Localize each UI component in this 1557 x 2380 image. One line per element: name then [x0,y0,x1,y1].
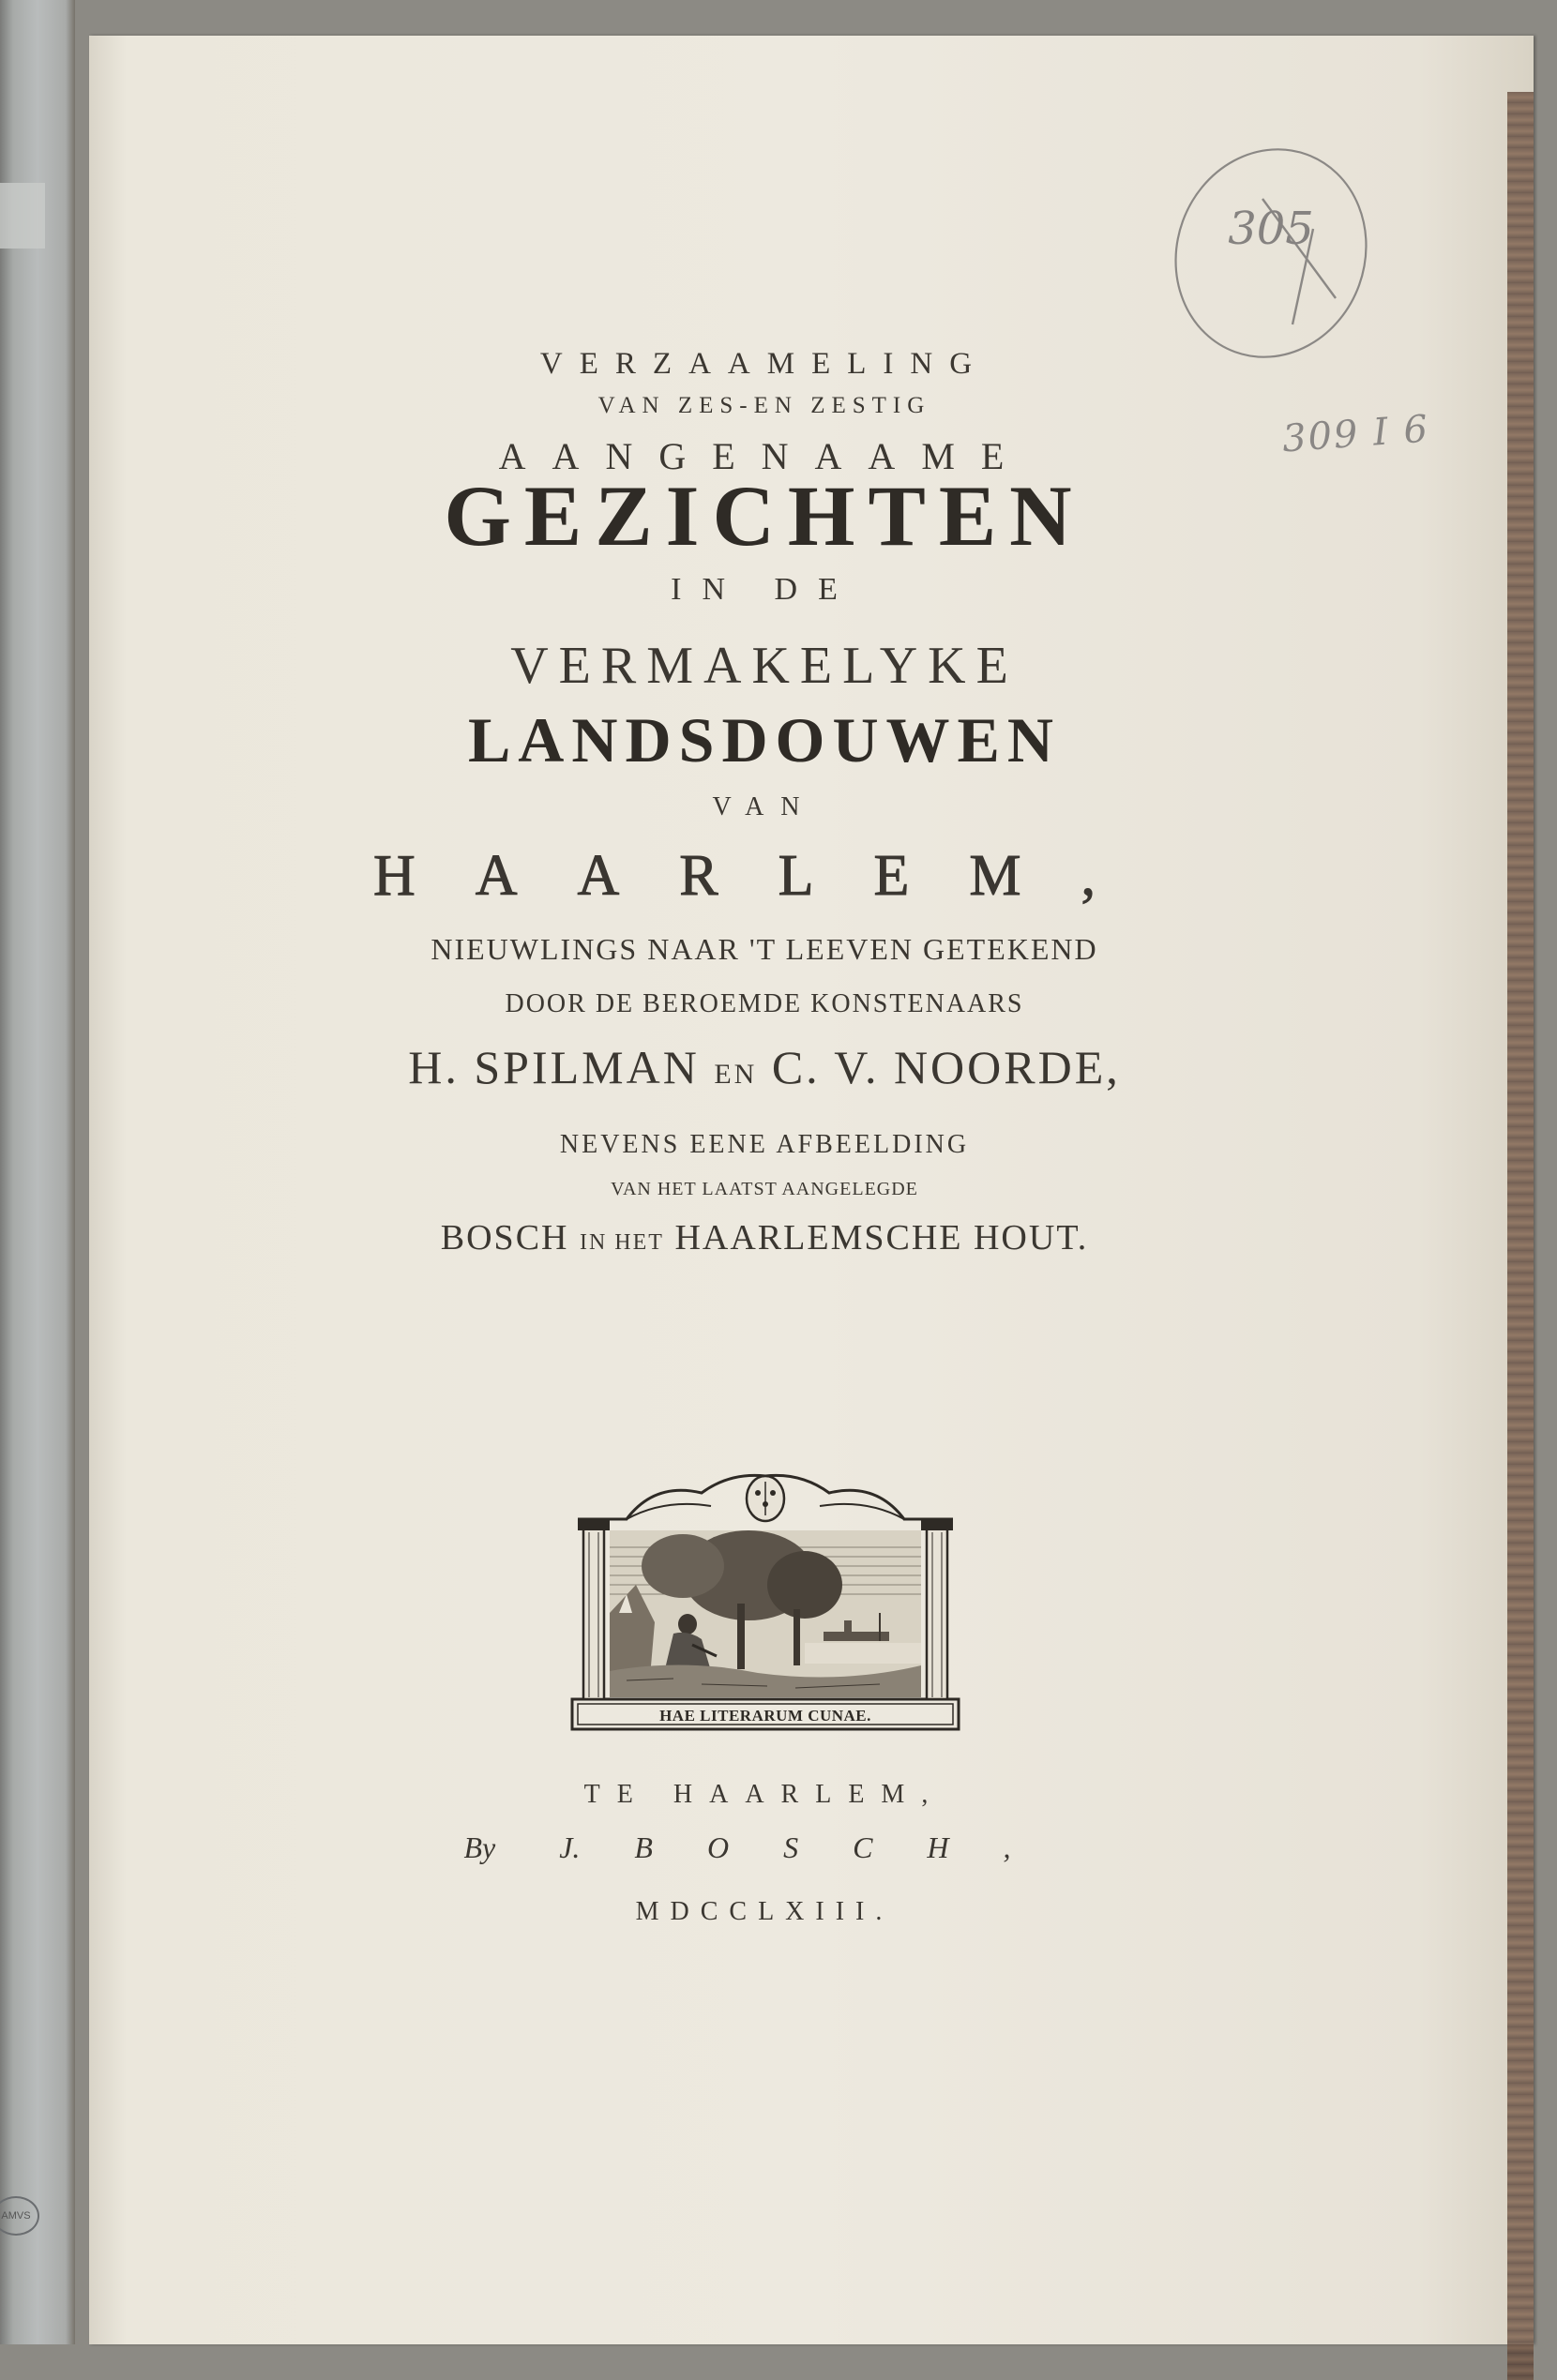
subtitle-aangelegde: VAN HET LAATST AANGELEGDE [611,1178,918,1199]
page-edge [1507,92,1534,2380]
subtitle-afbeelding: NEVENS EENE AFBEELDING [559,1129,970,1159]
imprint-block [239,1780,1290,1927]
title-line-vermakelyke: VERMAKELYKE [510,637,1019,695]
imprint-year: MDCCLXIII. [635,1897,894,1926]
words-in-het: IN HET [579,1229,664,1255]
title-line-gezichten: GEZICHTEN [444,468,1085,564]
artist-spilman: H. SPILMAN [408,1040,700,1093]
title-line-haarlem: HAARLEM, [372,843,1156,908]
library-stamp: AMVS [0,2196,39,2236]
title-line-verzaameling: VERZAAMELING [539,347,990,381]
word-bosch: BOSCH [440,1217,569,1258]
paper-label [0,183,45,249]
subtitle-konstenaars: DOOR DE BEROEMDE KONSTENAARS [505,988,1024,1018]
circled-number: 305 [1228,203,1314,255]
imprint-initial: J. [559,1830,581,1864]
title-line-landsdouwen: LANDSDOUWEN [467,704,1062,776]
imprint-place: TE HAARLEM, [583,1780,945,1809]
subtitle-nieuwlings: NIEUWLINGS NAAR 'T LEEVEN GETEKEND [431,931,1098,966]
artist-noorde: C. V. NOORDE, [771,1040,1121,1093]
title-line-zes-en-zestig: VAN ZES-EN ZESTIG [597,393,931,418]
title-line-van: VAN [712,791,817,821]
imprint-printer: BOSCH, [634,1830,1066,1864]
title-line-aangenaame: AANGENAAME [498,435,1031,477]
artists-line [239,1040,1290,1094]
conjunction-en: EN [714,1058,758,1090]
subtitle-bosch [239,1217,1290,1258]
words-haarlemsche-hout: HAARLEMSCHE HOUT. [674,1217,1089,1258]
book-cover-edge [0,0,75,2344]
title-block [239,347,1290,1258]
vignette-motto: HAE LITERARUM CUNAE. [659,1707,871,1725]
title-line-in-de: IN DE [671,572,858,607]
pencil-circle-annotation [1172,141,1369,366]
call-number-annotation: 309 I 6 [1280,407,1431,461]
woodcut-vignette [570,1472,960,1733]
imprint-printer-line [239,1830,1290,1865]
imprint-by: By [463,1830,496,1864]
